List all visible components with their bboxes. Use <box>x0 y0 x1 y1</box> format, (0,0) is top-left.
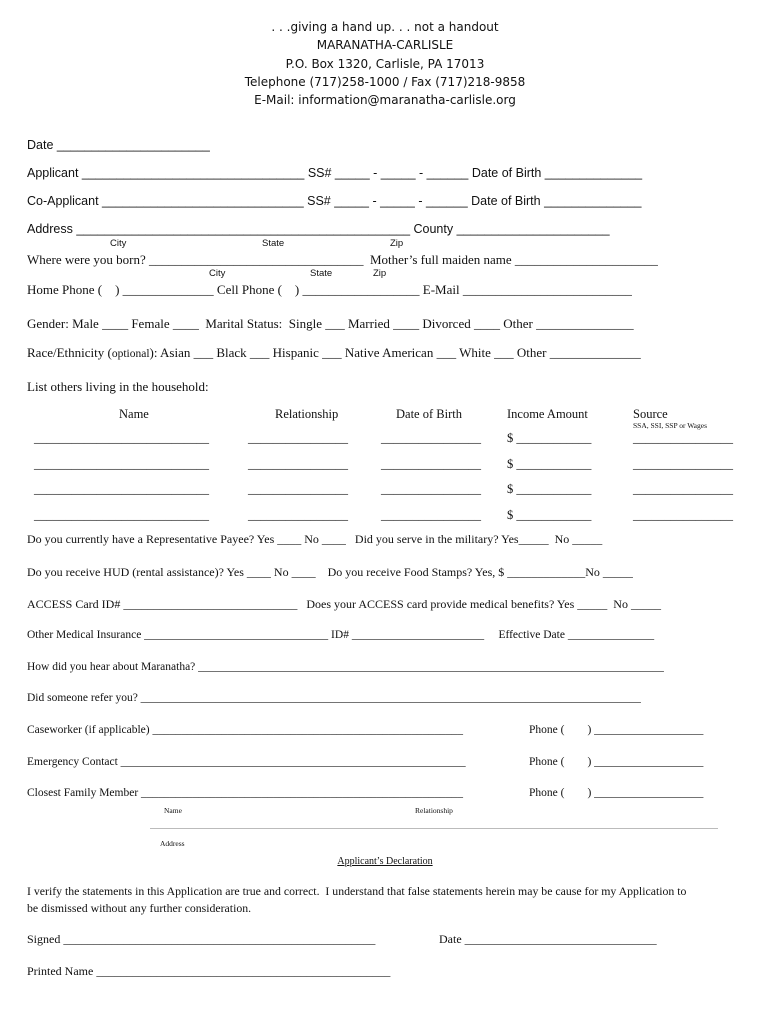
family-phone-field[interactable]: Phone ( ) ___________________ <box>529 787 704 799</box>
emergency-phone-field[interactable]: Phone ( ) ___________________ <box>529 756 704 768</box>
row-dob-field[interactable]: ________________ <box>381 482 481 496</box>
row-source-field[interactable]: ________________ <box>633 457 733 471</box>
family-name-label: Name <box>164 806 182 815</box>
row-source-field[interactable]: ________________ <box>633 431 733 445</box>
family-member-field[interactable]: Closest Family Member ________________________________________________________ <box>27 787 464 799</box>
hud-foodstamps-field[interactable]: Do you receive HUD (rental assistance)? Yes ____ No ____ Do you receive Food Stamps? Yes, $ _____________No _____ <box>27 565 633 579</box>
access-card-field[interactable]: ACCESS Card ID# _____________________________ Does your ACCESS card provide medical benefits? Yes _____ No _____ <box>27 597 661 611</box>
race-optional-note: optional <box>111 348 150 360</box>
tagline: . . .giving a hand up. . . not a handout <box>271 20 499 34</box>
race-options: ): Asian ___ Black ___ Hispanic ___ Native American ___ White ___ Other ______________ <box>149 345 641 360</box>
col-source-note: SSA, SSI, SSP or Wages <box>633 421 708 430</box>
row-dob-field[interactable]: ________________ <box>381 431 481 445</box>
signature-field[interactable]: Signed ____________________________________________________ <box>27 932 376 946</box>
applicant-field[interactable]: Applicant ________________________________ SS# _____ - _____ - ______ Date of Birth ______________ <box>27 166 643 180</box>
row-relationship-field[interactable]: ________________ <box>248 508 348 522</box>
row-source-field[interactable]: ________________ <box>633 508 733 522</box>
family-address-label: Address <box>160 839 185 848</box>
col-income-header: Income Amount <box>507 407 588 421</box>
row-name-field[interactable]: ____________________________ <box>34 508 209 522</box>
row-income-field[interactable]: $ ____________ <box>507 457 592 471</box>
declaration-text-line-2: be dismissed without any further consideration. <box>27 901 252 915</box>
printed-name-field[interactable]: Printed Name _________________________________________________ <box>27 964 391 978</box>
row-source-field[interactable]: ________________ <box>633 482 733 496</box>
row-name-field[interactable]: ____________________________ <box>34 457 209 471</box>
household-title: List others living in the household: <box>27 379 209 394</box>
caseworker-phone-field[interactable]: Phone ( ) ___________________ <box>529 724 704 736</box>
row-relationship-field[interactable]: ________________ <box>248 457 348 471</box>
declaration-title: Applicant’s Declaration <box>337 856 433 867</box>
co-applicant-field[interactable]: Co-Applicant _____________________________ SS# _____ - _____ - ______ Date of Birth ______________ <box>27 194 642 208</box>
col-relationship-header: Relationship <box>275 407 339 421</box>
phones-field[interactable]: Home Phone ( ) ______________ Cell Phone ( ) __________________ E-Mail __________________________ <box>27 282 632 297</box>
referred-by-field[interactable]: Did someone refer you? _______________________________________________________________________________________ <box>27 692 641 704</box>
org-name: MARANATHA-CARLISLE <box>316 38 454 52</box>
address-state-label: State <box>262 238 285 249</box>
date-field[interactable]: Date ______________________ <box>27 138 210 152</box>
row-relationship-field[interactable]: ________________ <box>248 482 348 496</box>
row-name-field[interactable]: ____________________________ <box>34 431 209 445</box>
address-field[interactable] <box>27 221 610 237</box>
medical-insurance-field[interactable]: Other Medical Insurance ________________________________ ID# _______________________ Effective Date _______________ <box>27 629 655 641</box>
org-address: P.O. Box 1320, Carlisle, PA 17013 <box>285 57 485 71</box>
row-dob-field[interactable]: ________________ <box>381 508 481 522</box>
row-relationship-field[interactable]: ________________ <box>248 431 348 445</box>
family-relationship-label: Relationship <box>415 806 453 815</box>
row-income-field[interactable]: $ ____________ <box>507 508 592 522</box>
referral-source-field[interactable]: How did you hear about Maranatha? _________________________________________________________________________________ <box>27 661 664 673</box>
race-label: Race/Ethnicity ( <box>27 345 112 360</box>
birthplace-field[interactable]: Where were you born? _________________________________ Mother’s full maiden name ______________________ <box>27 252 658 267</box>
payee-military-field[interactable]: Do you currently have a Representative Payee? Yes ____ No ____ Did you serve in the military? Yes_____ No _____ <box>27 532 603 546</box>
col-name-header: Name <box>119 407 149 421</box>
address-zip-label: Zip <box>390 238 404 249</box>
address-label: Address ________________________________________________ <box>27 222 411 236</box>
row-income-field[interactable]: $ ____________ <box>507 482 592 496</box>
race-field[interactable] <box>27 345 641 362</box>
org-phone: Telephone (717)258-1000 / Fax (717)218-9858 <box>244 75 526 89</box>
declaration-text-line-1: I verify the statements in this Application are true and correct. I understand that false statements herein may be cause for my Application to <box>27 884 687 898</box>
caseworker-field[interactable]: Caseworker (if applicable) ______________________________________________________ <box>27 724 463 736</box>
born-zip-label: Zip <box>373 268 387 279</box>
signature-date-field[interactable]: Date ________________________________ <box>439 932 657 946</box>
born-state-label: State <box>310 268 333 279</box>
row-income-field[interactable]: $ ____________ <box>507 431 592 445</box>
county-field[interactable]: County ______________________ <box>410 222 610 236</box>
gender-marital-field[interactable]: Gender: Male ____ Female ____ Marital Status: Single ___ Married ____ Divorced ____ Other _______________ <box>27 316 634 331</box>
org-email: E-Mail: information@maranatha-carlisle.org <box>254 93 516 107</box>
born-city-label: City <box>209 268 226 279</box>
family-address-line[interactable] <box>150 828 718 829</box>
col-source-header: Source <box>633 407 668 421</box>
row-name-field[interactable]: ____________________________ <box>34 482 209 496</box>
row-dob-field[interactable]: ________________ <box>381 457 481 471</box>
address-city-label: City <box>110 238 127 249</box>
emergency-contact-field[interactable]: Emergency Contact ____________________________________________________________ <box>27 756 466 768</box>
col-dob-header: Date of Birth <box>396 407 462 421</box>
